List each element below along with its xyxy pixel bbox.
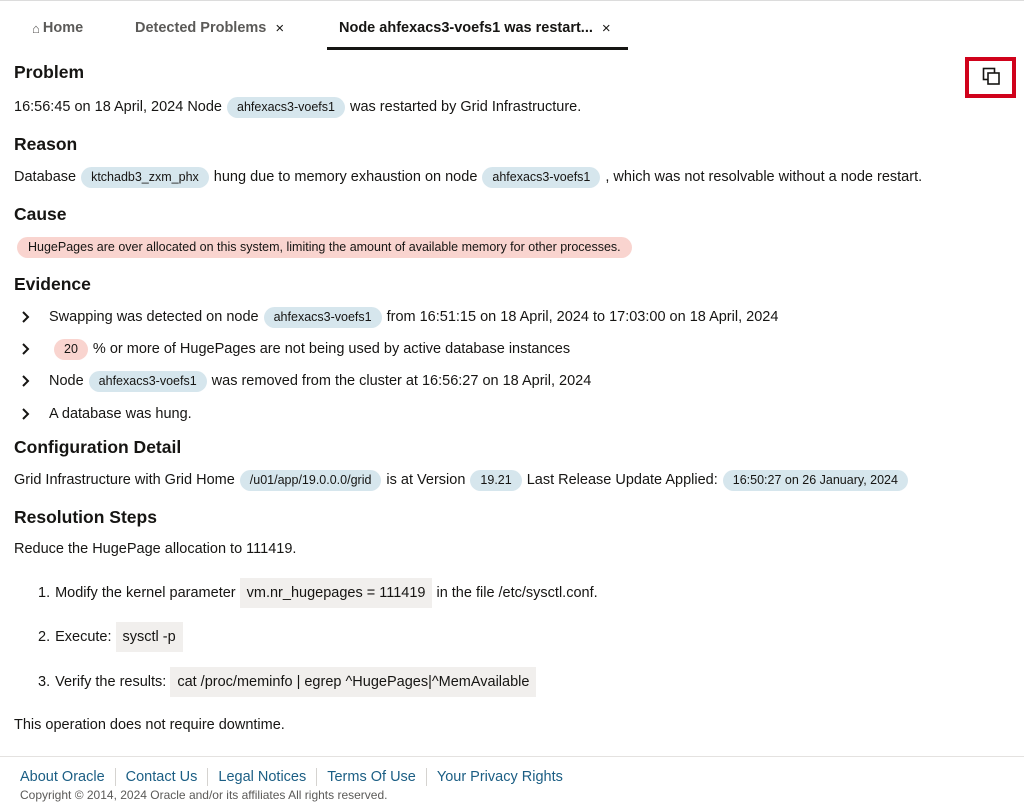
evidence-item xyxy=(14,402,192,426)
tab-home-label: Home xyxy=(42,20,84,36)
home-icon: ⌂ xyxy=(32,20,40,36)
evidence-item xyxy=(14,305,778,329)
chevron-right-icon[interactable] xyxy=(14,337,38,361)
percent-chip: 20 xyxy=(54,339,88,360)
tab-home[interactable] xyxy=(32,6,83,50)
resolution-step xyxy=(38,666,540,698)
step-text: Verify the results: xyxy=(55,674,167,690)
reason-prefix: Database xyxy=(14,169,77,185)
problem-prefix: 16:56:45 on 18 April, 2024 Node xyxy=(14,99,222,115)
update-label: Last Release Update Applied: xyxy=(526,472,718,488)
step-text: Execute: xyxy=(55,629,112,645)
configuration-text xyxy=(14,468,913,492)
resolution-step xyxy=(38,577,598,609)
grid-home-chip: /u01/app/19.0.0.0/grid xyxy=(240,470,382,491)
reason-text xyxy=(14,165,922,189)
copy-icon xyxy=(981,66,1001,90)
evidence-text: % or more of HugePages are not being used by active database instances xyxy=(92,341,571,357)
reason-middle: hung due to memory exhaustion on node xyxy=(213,169,478,185)
node-chip: ahfexacs3-voefs1 xyxy=(89,371,207,392)
step-number: 2. xyxy=(38,629,51,645)
tab-node-restart-label: Node ahfexacs3-voefs1 was restart... xyxy=(339,20,593,36)
footer-link-privacy-rights[interactable]: Your Privacy Rights xyxy=(426,768,573,786)
config-prefix: Grid Infrastructure with Grid Home xyxy=(14,472,235,488)
footer-link-terms-of-use[interactable]: Terms Of Use xyxy=(316,768,426,786)
tab-detected-problems[interactable] xyxy=(135,6,284,50)
cause-heading: Cause xyxy=(14,204,67,224)
problem-text xyxy=(14,95,581,119)
problem-heading: Problem xyxy=(14,62,85,82)
database-chip: ktchadb3_zxm_phx xyxy=(81,167,209,188)
version-chip: 19.21 xyxy=(470,470,521,491)
step-number: 3. xyxy=(38,674,51,690)
reason-heading: Reason xyxy=(14,134,78,154)
step-code: cat /proc/meminfo | egrep ^HugePages|^MemAvailable xyxy=(170,667,536,697)
evidence-text: Swapping was detected on node xyxy=(49,309,259,325)
copyright: Copyright © 2014, 2024 Oracle and/or its affiliates All rights reserved. xyxy=(20,788,388,802)
configuration-heading: Configuration Detail xyxy=(14,437,182,457)
step-text: in the file /etc/sysctl.conf. xyxy=(436,585,598,601)
update-date-chip: 16:50:27 on 26 January, 2024 xyxy=(723,470,908,491)
resolution-heading: Resolution Steps xyxy=(14,507,157,527)
resolution-intro: Reduce the HugePage allocation to 111419. xyxy=(14,541,297,557)
close-icon[interactable]: × xyxy=(601,19,611,37)
downtime-note: This operation does not require downtime. xyxy=(14,717,285,733)
cause-chip: HugePages are over allocated on this system, limiting the amount of available memory for other processes. xyxy=(17,237,632,258)
step-number: 1. xyxy=(38,585,51,601)
chevron-right-icon[interactable] xyxy=(14,402,38,426)
evidence-text: was removed from the cluster at 16:56:27 on 18 April, 2024 xyxy=(211,373,592,389)
problem-suffix: was restarted by Grid Infrastructure. xyxy=(349,99,582,115)
footer-link-legal-notices[interactable]: Legal Notices xyxy=(207,768,316,786)
evidence-item xyxy=(14,369,591,393)
resolution-step xyxy=(38,621,187,653)
copy-button[interactable] xyxy=(965,57,1016,98)
close-icon[interactable]: × xyxy=(275,19,285,37)
step-code: sysctl -p xyxy=(116,622,183,652)
footer-links xyxy=(20,768,573,786)
evidence-text: from 16:51:15 on 18 April, 2024 to 17:03:00 on 18 April, 2024 xyxy=(386,309,779,325)
node-chip: ahfexacs3-voefs1 xyxy=(482,167,600,188)
footer-link-contact-us[interactable]: Contact Us xyxy=(115,768,208,786)
top-divider xyxy=(0,0,1024,1)
tab-detected-problems-label: Detected Problems xyxy=(135,20,267,36)
step-text: Modify the kernel parameter xyxy=(55,585,236,601)
evidence-text: Node xyxy=(49,373,84,389)
chevron-right-icon[interactable] xyxy=(14,305,38,329)
reason-suffix: , which was not resolvable without a node restart. xyxy=(605,169,923,185)
cause-text xyxy=(17,235,632,259)
footer-link-about-oracle[interactable]: About Oracle xyxy=(20,769,105,785)
node-chip: ahfexacs3-voefs1 xyxy=(227,97,345,118)
tab-node-restart[interactable] xyxy=(327,6,628,50)
step-code: vm.nr_hugepages = 111419 xyxy=(240,578,433,608)
evidence-heading: Evidence xyxy=(14,274,91,294)
version-label: is at Version xyxy=(386,472,466,488)
tab-bar xyxy=(0,6,1024,50)
footer-divider xyxy=(0,756,1024,757)
node-chip: ahfexacs3-voefs1 xyxy=(264,307,382,328)
evidence-text: A database was hung. xyxy=(49,406,192,422)
chevron-right-icon[interactable] xyxy=(14,369,38,393)
evidence-item xyxy=(14,337,570,361)
